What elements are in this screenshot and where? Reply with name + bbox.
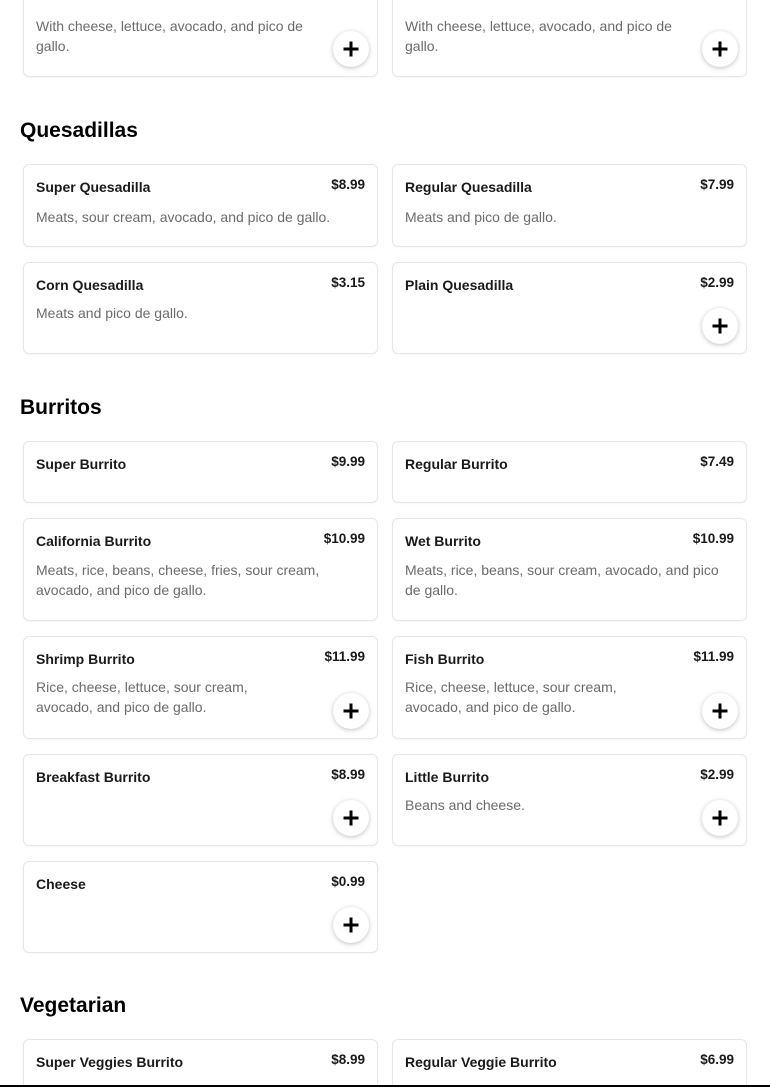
menu-item-card[interactable] <box>392 0 747 77</box>
add-item-button[interactable] <box>333 907 369 943</box>
item-description: Meats, rice, beans, sour cream, avocado, and pico de gallo. <box>405 562 719 598</box>
item-description: Rice, cheese, lettuce, sour cream, avocado, and pico de gallo. <box>36 679 248 715</box>
menu-item-card[interactable] <box>392 754 747 846</box>
add-item-button[interactable] <box>702 308 738 344</box>
menu-item-card[interactable] <box>392 636 747 739</box>
add-item-button[interactable] <box>702 31 738 67</box>
item-description: Meats and pico de gallo. <box>36 305 188 321</box>
item-description: With cheese, lettuce, avocado, and pico de gallo. <box>36 18 303 54</box>
item-name: Breakfast Burrito <box>36 769 151 785</box>
menu-item-card[interactable] <box>392 441 747 503</box>
menu-item-card[interactable] <box>23 636 378 739</box>
item-name: Shrimp Burrito <box>36 651 135 667</box>
item-price: $6.99 <box>700 1052 734 1067</box>
item-price: $8.99 <box>331 767 365 782</box>
add-item-button[interactable] <box>333 800 369 836</box>
add-item-button[interactable] <box>333 693 369 729</box>
item-price: $7.49 <box>700 454 734 469</box>
item-price: $0.99 <box>331 874 365 889</box>
item-price: $10.99 <box>692 531 734 546</box>
item-name: Corn Quesadilla <box>36 277 144 293</box>
item-name: California Burrito <box>36 533 152 549</box>
section-title-quesadillas: Quesadillas <box>20 119 138 142</box>
plus-icon <box>711 40 729 58</box>
item-description: Meats, sour cream, avocado, and pico de gallo. <box>36 209 331 225</box>
item-price: $2.99 <box>700 275 734 290</box>
item-name: Super Veggies Burrito <box>36 1054 184 1070</box>
item-price: $11.99 <box>324 649 365 664</box>
item-description: Meats, rice, beans, cheese, fries, sour cream, avocado, and pico de gallo. <box>36 562 320 598</box>
menu-item-card[interactable] <box>392 262 747 354</box>
item-price: $8.99 <box>331 177 365 192</box>
menu-item-card[interactable] <box>23 262 378 354</box>
item-name: Regular Veggie Burrito <box>405 1054 557 1070</box>
section-title-vegetarian: Vegetarian <box>20 994 127 1017</box>
plus-icon <box>711 702 729 720</box>
plus-icon <box>711 317 729 335</box>
item-name: Regular Burrito <box>405 456 508 472</box>
plus-icon <box>342 809 360 827</box>
menu-item-card[interactable] <box>23 754 378 846</box>
item-price: $2.99 <box>700 767 734 782</box>
item-name: Super Quesadilla <box>36 179 151 195</box>
item-name: Little Burrito <box>405 769 489 785</box>
item-price: $9.99 <box>331 454 365 469</box>
menu-item-card[interactable] <box>23 861 378 953</box>
menu-item-card[interactable] <box>23 1039 378 1087</box>
add-item-button[interactable] <box>333 31 369 67</box>
item-name: Plain Quesadilla <box>405 277 514 293</box>
item-name: Super Burrito <box>36 456 127 472</box>
item-name: Cheese <box>36 876 86 892</box>
item-price: $7.99 <box>700 177 734 192</box>
menu-item-card[interactable] <box>23 0 378 77</box>
plus-icon <box>342 916 360 934</box>
menu-item-card[interactable] <box>23 164 378 247</box>
item-name: Fish Burrito <box>405 651 485 667</box>
plus-icon <box>342 40 360 58</box>
item-name: Regular Quesadilla <box>405 179 532 195</box>
item-price: $8.99 <box>331 1052 365 1067</box>
item-description: Beans and cheese. <box>405 797 525 813</box>
menu-item-card[interactable] <box>392 164 747 247</box>
add-item-button[interactable] <box>702 800 738 836</box>
item-description: Meats and pico de gallo. <box>405 209 557 225</box>
menu-item-card[interactable] <box>392 1039 747 1087</box>
plus-icon <box>711 809 729 827</box>
item-price: $3.15 <box>331 275 365 290</box>
item-name: Wet Burrito <box>405 533 481 549</box>
plus-icon <box>342 702 360 720</box>
add-item-button[interactable] <box>702 693 738 729</box>
menu-item-card[interactable] <box>23 441 378 503</box>
item-price: $10.99 <box>323 531 365 546</box>
item-description: With cheese, lettuce, avocado, and pico de gallo. <box>405 18 672 54</box>
menu-item-card[interactable] <box>23 518 378 621</box>
section-title-burritos: Burritos <box>20 396 102 419</box>
item-description: Rice, cheese, lettuce, sour cream, avocado, and pico de gallo. <box>405 679 617 715</box>
item-price: $11.99 <box>693 649 734 664</box>
menu-item-card[interactable] <box>392 518 747 621</box>
